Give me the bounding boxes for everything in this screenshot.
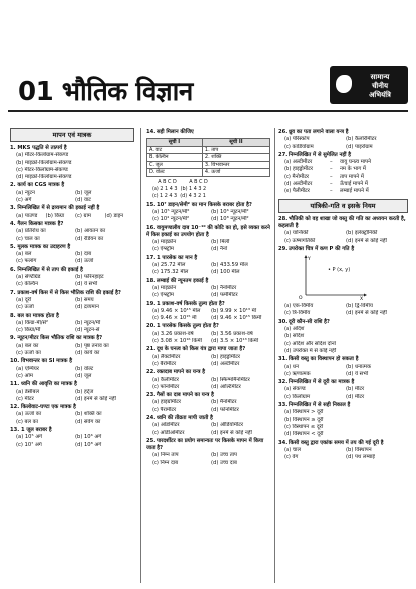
- answer-option: (a) न्यूटन: [16, 189, 35, 196]
- answer-option: (b) फॉरेनहाइट: [75, 274, 104, 281]
- answer-option: (c) ओम: [16, 372, 33, 379]
- answer-option: (b) 9.99 × 10¹³ मी: [211, 307, 257, 314]
- question-text: 16. वायुमण्डलीय दाब 10⁻¹⁰ की कोटि का हो, इसे व्यक्त करने में किस इकाई का उपयोग होता है: [146, 224, 270, 238]
- match-row: [284, 174, 408, 181]
- answer-option: (d) इनमें से कोई नहीं: [346, 237, 387, 244]
- answer-option: (a) ओडोमीटर: [152, 422, 180, 429]
- answer-option: (b) ऑडियोमीटर: [211, 422, 243, 429]
- answer-option: (d) जूल: [75, 372, 92, 379]
- answer-option: (c) ऐंग्स्ट्रॉम: [152, 292, 174, 299]
- answer-option: (b) वोल्ट: [75, 365, 94, 372]
- table-row: [147, 146, 270, 154]
- question-text: 34. किसी वस्तु द्वारा एकांक समय में तय की गई दूरी है: [278, 439, 384, 446]
- answer-option: (b) शक्ति का: [75, 411, 102, 418]
- match-list: [278, 159, 408, 195]
- answer-option: (a) 3.26 प्रकाश-वर्ष: [152, 330, 194, 337]
- answer-option: (a) 10⁵ अर्ग: [16, 434, 43, 441]
- option-list: [10, 389, 134, 404]
- question-item: [278, 440, 408, 462]
- head-silhouette-icon: [336, 75, 352, 93]
- svg-text:Y: Y: [308, 257, 311, 263]
- question-item: [10, 427, 134, 449]
- svg-text:X: X: [360, 297, 364, 302]
- question-item: [278, 402, 408, 438]
- question-text: 8. बल का मात्रक होता है: [10, 312, 59, 319]
- answer-option: (b) माइक्रो-किलोग्राम-सेकण्ड: [16, 159, 72, 166]
- svg-text:O: O: [299, 296, 303, 302]
- question-item: [278, 303, 408, 318]
- answer-option: (c) ऊर्जा का: [16, 350, 41, 357]
- answer-option: (b) सदिश: [284, 333, 305, 340]
- answer-option: (a) प्रतिरोध का: [16, 228, 46, 235]
- table-row: [147, 154, 270, 162]
- question-item: [146, 369, 270, 391]
- answer-option: (a) यान्त्रिकी: [284, 230, 309, 237]
- option-list: [10, 411, 134, 426]
- answer-option: (c) 10⁷ अर्ग: [16, 441, 42, 448]
- question-text: 25. पारदर्शीटर का प्रयोग समान्यतः पर किसके मापन में किया जाता है?: [146, 437, 264, 452]
- question-text: 7. प्रकाश-वर्ष किस में से किस भौतिक राशि की इकाई है?: [10, 289, 121, 296]
- question-item: [146, 225, 270, 254]
- question-text: 22. रक्तदाब मापने का यन्त्र है: [146, 369, 206, 376]
- match-left: (d) अल्टीमीटर: [284, 181, 313, 188]
- match-left: (a) अल्टीमीटर: [284, 159, 313, 166]
- question-item: [146, 323, 270, 345]
- question-text: 33. निम्नलिखित में से सही निकाल है: [278, 402, 351, 409]
- option-list: [146, 422, 270, 437]
- option-list: [146, 239, 270, 254]
- answer-option: (a) लैक्टोमीटर: [152, 353, 181, 360]
- question-item: [146, 202, 270, 224]
- question-item: [10, 381, 134, 403]
- answer-option: (a) सेकण्ड: [284, 386, 306, 393]
- answer-option: (d) फोनोमीटर: [211, 406, 239, 413]
- answer-option: (a) ऊर्जा का: [16, 411, 42, 418]
- answer-option: (b) स्फिग्मोमैनोमीटर: [211, 376, 250, 383]
- answer-option: (a) 10⁵ न्यूटन/मी²: [152, 208, 190, 215]
- match-left: (b) हाइड्रोमीटर: [284, 166, 313, 173]
- answer-option: (c) बल का: [16, 418, 39, 425]
- question-item: [278, 379, 408, 401]
- question-item: [146, 392, 270, 414]
- question-text: 2. कार्य का CGS मात्रक है: [10, 182, 65, 189]
- answer-option: (c) फलांग: [16, 258, 37, 265]
- answer-option: (d) नैनो: [211, 246, 228, 253]
- answer-option: (b) उच्च ताप: [211, 452, 237, 459]
- answer-option: (a) 9.46 × 10¹⁵ मील: [152, 307, 201, 314]
- option-list: [10, 320, 134, 335]
- table-row: [147, 161, 270, 169]
- answer-option: (d) आल्टिमीटर: [211, 383, 241, 390]
- answer-option: (d) 10⁸ न्यूटन/मी²: [211, 216, 249, 223]
- question-item: [278, 319, 408, 355]
- answer-option: (a) एक-विमीय: [284, 303, 314, 310]
- answer-option: (d) पाइरोग्राम: [346, 143, 373, 150]
- answer-option: (b) विस्थापन: [346, 446, 372, 453]
- answer-option: (c) अर्ग: [16, 197, 32, 204]
- option-list: [278, 230, 408, 245]
- question-item: [10, 313, 134, 335]
- question-text: 21. दूध के घनत्व को किस यंत्र द्वारा मापा जाता है?: [146, 346, 246, 353]
- question-item: [146, 255, 270, 277]
- option-list: [146, 308, 270, 323]
- answer-option: (c) किग्रा/मी: [16, 327, 41, 334]
- answer-option: (b) 10⁶ न्यूटन/मी²: [211, 208, 249, 215]
- table-cell: C. जूल: [147, 161, 203, 169]
- answer-option: (c) विस्थापन ≤ दूरी: [284, 423, 324, 430]
- table-cell: D. वोल्ट: [147, 169, 203, 177]
- column-3: [278, 128, 408, 583]
- answer-option: (b) न्यूटन/मी: [75, 319, 101, 326]
- answer-option: (b) कैलोरीमीटर: [346, 136, 377, 143]
- option-list: [278, 409, 408, 438]
- question-text: 5. मूलक मात्रक का उदाहरण है: [10, 243, 71, 250]
- question-item: [146, 346, 270, 368]
- section-heading: मापन एवं मात्रक: [10, 128, 134, 142]
- column-1: [10, 128, 134, 583]
- question-text: 10. विभवान्तर का SI मात्रक है: [10, 358, 73, 365]
- question-text: 17. 1 पारसेक का मान है: [146, 254, 198, 261]
- question-item: [10, 205, 134, 220]
- option-list: [10, 228, 134, 243]
- code-line: (c) 1 2 4 3 (d) 4 3 2 1: [152, 193, 206, 200]
- answer-option: (c) 175.32 मील: [152, 269, 189, 276]
- answer-option: (a) सेण्टीग्रेड: [16, 274, 41, 281]
- answer-option: (c) ऊष्मागतिकी: [284, 237, 316, 244]
- option-list: [278, 447, 408, 462]
- question-item: [10, 182, 134, 204]
- code-line: (a) 2 1 4 3 (b) 1 4 3 2: [152, 186, 207, 193]
- answer-option: (d) इनमें से कोई नहीं: [346, 310, 387, 317]
- option-list: [278, 326, 408, 355]
- answer-option: (d) ये सभी: [75, 281, 98, 288]
- answer-option: (c) त्रि-विमीय: [284, 310, 311, 317]
- option-list: [10, 297, 134, 312]
- option-list: [146, 354, 270, 369]
- answer-option: (c) ग्राम: [75, 212, 91, 219]
- answer-option: (c) 3.08 × 10¹⁶ किमी: [152, 338, 202, 345]
- answer-option: (d) उपरोक्त में से कोई नहीं: [284, 347, 337, 354]
- answer-option: (a) निम्न ताप: [152, 452, 179, 459]
- question-item: [10, 244, 134, 266]
- match-right: लम्बाई मापने में: [340, 188, 369, 195]
- answer-codes: [146, 179, 270, 201]
- table-header: सूची II: [202, 139, 269, 147]
- option-list: [146, 262, 270, 277]
- answer-option: (b) आयतन का: [75, 228, 106, 235]
- option-list: [278, 364, 408, 379]
- chapter-title: 01 भौतिक विज्ञान: [18, 77, 193, 107]
- answer-option: (c) मीटर-किलोग्राम-सेकण्ड: [16, 166, 68, 173]
- question-text: 23. गैसों का दाब मापने का यन्त्र है: [146, 392, 214, 399]
- question-item: [146, 278, 270, 300]
- question-text: 14. सही मिलान कीजिए: [146, 129, 194, 135]
- answer-option: (b) समय: [75, 296, 94, 303]
- chapter-header: [0, 60, 416, 118]
- match-right: ऊँचाई मापने में: [340, 181, 368, 188]
- answer-option: (c) ओडीओमीटर: [152, 429, 185, 436]
- option-list: [10, 152, 134, 181]
- table-header: सूची I: [147, 139, 203, 147]
- option-list: [10, 213, 134, 220]
- question-item: [146, 438, 270, 467]
- option-list: [146, 331, 270, 346]
- question-text: 4. गैलन किसका मात्रक है?: [10, 220, 64, 227]
- answer-option: (b) धनात्मक: [346, 363, 371, 370]
- column-divider: [140, 128, 141, 583]
- answer-option: (d) डाइन: [104, 212, 124, 219]
- match-right: वायु घनत्व मापने: [340, 159, 372, 166]
- answer-option: (c) फोनोमीटर: [152, 383, 180, 390]
- axes-diagram: [298, 255, 368, 301]
- match-dash: –: [330, 181, 333, 188]
- answer-option: (b) पृष्ठ तनाव का: [75, 342, 109, 349]
- answer-option: (a) दूरी: [16, 296, 32, 303]
- match-row: [284, 166, 408, 173]
- answer-option: (b) मीटर: [346, 386, 365, 393]
- answer-option: (a) एम्पियर: [16, 365, 39, 372]
- question-text: 32. निम्नलिखित में से दूरी का मात्रक है: [278, 379, 355, 386]
- option-list: [146, 452, 270, 467]
- answer-option: (d) उच्च दाब: [211, 459, 237, 466]
- option-list: [146, 377, 270, 392]
- answer-option: (b) द्वि-विमीय: [346, 303, 373, 310]
- section-heading: यांत्रिकी-गति व इसके नियम: [278, 199, 408, 213]
- answer-option: (d) फर्मीमीटर: [211, 292, 238, 299]
- answer-option: (a) हाइग्रोमीटर: [152, 399, 181, 406]
- match-left: (e) पैलीमीटर: [284, 188, 310, 195]
- answer-option: (c) केल्विन: [16, 281, 38, 288]
- match-right: नम के भाग में: [340, 166, 366, 173]
- answer-option: (a) डेसीबल: [16, 388, 39, 395]
- question-item: [10, 290, 134, 312]
- answer-option: (d) माइक्रो-किलोग्राम-सेकण्ड: [16, 174, 72, 181]
- question-text: 28. भौतिकी को वह शाखा जो वस्तु की गति का अध्ययन करती है, कहलाती है: [278, 215, 406, 229]
- option-list: [10, 251, 134, 266]
- question-text: 31. किसी वस्तु का विस्थापन हो सकता है: [278, 356, 359, 363]
- question-text: 27. निम्नलिखित में से सुमेलित नहीं है: [278, 151, 352, 158]
- point-label: • P (x, y): [328, 267, 351, 274]
- option-list: [278, 386, 408, 401]
- answer-option: (a) माइक्रोन: [152, 284, 177, 291]
- question-text: 20. 1 पारसेक किसके तुल्य होता है?: [146, 323, 219, 330]
- answer-option: (d) ऊर्जा: [75, 258, 94, 265]
- answer-option: (c) निम्न दाब: [152, 459, 179, 466]
- answer-option: (d) अल्टीमीटर: [211, 360, 240, 367]
- answer-option: (a) बल: [16, 251, 32, 258]
- answer-option: (c) किलोग्राम: [284, 393, 311, 400]
- option-list: [146, 209, 270, 224]
- answer-option: (d) रेडियन का: [75, 235, 104, 242]
- answer-option: (c) पैरामीटर: [152, 406, 177, 413]
- answer-option: (b) 10⁶ अर्ग: [75, 434, 102, 441]
- answer-option: (c) 10⁴ न्यूटन/मी²: [152, 216, 190, 223]
- answer-option: (c) बैरोमीटर: [152, 360, 177, 367]
- question-text: 12. किलोवाट-घण्टा एक मात्रक है: [10, 404, 76, 411]
- question-item: [10, 404, 134, 426]
- answer-option: (a) पेरिस्कोप: [284, 136, 310, 143]
- table-cell: 4. ऊर्जा: [202, 169, 269, 177]
- question-item: [10, 221, 134, 243]
- answer-option: (c) अदिश और सदिश दोनों: [284, 340, 336, 347]
- badge-text: सामान्य चीनीय अभियंत्रि: [369, 73, 391, 99]
- question-item: [10, 145, 134, 181]
- match-dash: –: [330, 188, 333, 195]
- publisher-badge: [330, 66, 408, 104]
- question-item: [278, 356, 408, 378]
- option-list: [10, 366, 134, 381]
- answer-option: (a) विस्थापन > दूरी: [284, 409, 324, 416]
- answer-option: (d) कार्य का: [75, 350, 100, 357]
- answer-option: (c) ऐंग्स्ट्रॉम: [152, 246, 174, 253]
- axes-svg: [298, 255, 368, 301]
- answer-option: (a) चाल: [284, 446, 302, 453]
- table-cell: 2. शक्ति: [202, 154, 269, 162]
- option-list: [146, 285, 270, 300]
- question-text: 19. 1 प्रकाश-वर्ष किसके तुल्य होता है?: [146, 300, 225, 307]
- match-left: (c) मैनोमीटर: [284, 173, 310, 180]
- answer-option: (d) द्रव्यमान: [75, 304, 99, 311]
- answer-option: (d) वाट: [75, 197, 91, 204]
- answer-option: (d) विस्थापन < दूरी: [284, 431, 324, 438]
- option-list: [10, 190, 134, 205]
- answer-option: (a) माइक्रॉन: [152, 239, 177, 246]
- match-dash: –: [330, 166, 333, 173]
- answer-option: (d) इनमें से कोई नहीं: [75, 395, 116, 402]
- match-right: ताप मापने में: [340, 173, 364, 180]
- question-text: 9. न्यूटन/मीटर किस भौतिक राशि का मात्रक है?: [10, 335, 103, 342]
- answer-option: (b) हर्ट्ज: [75, 388, 94, 395]
- question-text: 30. दूरी कौन-सी राशि है?: [278, 318, 330, 325]
- answer-option: (d) 3.5 × 10¹³ किमी: [211, 338, 259, 345]
- option-list: [10, 274, 134, 289]
- answer-option: (d) संवेग का: [75, 418, 101, 425]
- table-cell: 3. विभवान्तर: [202, 161, 269, 169]
- question-text: 13. 1 जूल बराबर है: [10, 426, 52, 433]
- answer-option: (a) किग्रा-मी/से²: [16, 319, 49, 326]
- answer-option: (a) अदिश: [284, 326, 305, 333]
- answer-option: (a) मीटर-किलोग्राम-सेकण्ड: [16, 152, 69, 159]
- answer-option: (d) पथ लम्बाई: [346, 454, 375, 461]
- answer-option: (c) ऋणात्मक: [284, 370, 311, 377]
- column-2: [146, 128, 270, 583]
- table-cell: A. वाट: [147, 146, 203, 154]
- question-item: [146, 301, 270, 323]
- question-text: 18. लम्बाई की न्यूनतम इकाई है: [146, 277, 209, 284]
- question-text: 1. MKS पद्धति से तात्पर्य है: [10, 145, 67, 151]
- answer-option: (a) धन: [284, 363, 299, 370]
- answer-option: (d) 100 मील: [211, 269, 240, 276]
- table-row: [147, 169, 270, 177]
- column-divider: [274, 128, 275, 583]
- header-rule: [8, 110, 408, 112]
- question-item: [278, 216, 408, 245]
- question-text: 11. ध्वनि की आवृत्ति का मात्रक है: [10, 381, 77, 388]
- answer-option: (c) ऊर्जा: [16, 304, 34, 311]
- question-item: [146, 415, 270, 437]
- match-dash: –: [330, 173, 333, 180]
- answer-option: (c) कार्डियोग्राम: [284, 143, 314, 150]
- question-text: 6. निम्नलिखित में से ताप की इकाई है: [10, 266, 83, 273]
- question-text: 24. ध्वनि की तीव्रता मापी जाती है: [146, 415, 213, 421]
- option-list: [278, 303, 408, 318]
- answer-option: (d) ये सभी: [346, 370, 369, 377]
- answer-option: (c) चाल का: [16, 235, 40, 242]
- answer-option: (a) पाउण्ड: [16, 212, 38, 219]
- answer-option: (b) हाइड्रोमीटर: [211, 353, 240, 360]
- question-text: 15. 10⁷ डाइन/सेमी² का मान किसके बराबर होता है?: [146, 201, 252, 208]
- match-dash: –: [330, 159, 333, 166]
- match-table: [146, 138, 270, 177]
- answer-option: (b) विस्थापन ≥ दूरी: [284, 416, 324, 423]
- answer-option: (d) 9.46 × 10¹⁵ किमी: [211, 315, 262, 322]
- answer-option: (b) इलेक्ट्रॉनिकी: [346, 230, 378, 237]
- option-list: [10, 343, 134, 358]
- answer-option: (b) मिली: [211, 239, 230, 246]
- question-text: 29. उपरोक्त चित्र में कण P की गति है: [278, 245, 355, 252]
- answer-option: (b) दाब: [75, 251, 92, 258]
- answer-option: (a) बल का: [16, 342, 39, 349]
- code-line: A B C D A B C D: [152, 178, 208, 185]
- option-list: [10, 434, 134, 449]
- table-cell: B. केल्विन: [147, 154, 203, 162]
- table-cell: 1. ताप: [202, 146, 269, 154]
- answer-option: (d) इनमें से कोई नहीं: [211, 429, 252, 436]
- answer-option: (c) वेग: [284, 454, 299, 461]
- answer-option: (b) जूल: [75, 189, 92, 196]
- question-text: 26. ध्रुव का पता लगाने वाला यन्त्र है: [278, 129, 349, 135]
- answer-option: (b) नैनोमीटर: [211, 284, 237, 291]
- answer-option: (b) 3.56 प्रकाश-वर्ष: [211, 330, 253, 337]
- option-list: [278, 136, 408, 151]
- answer-option: (b) 433.59 मील: [211, 262, 248, 269]
- question-item: [10, 335, 134, 357]
- option-list: [146, 399, 270, 414]
- answer-option: (c) 9.46 × 10¹⁵ मी: [152, 315, 197, 322]
- answer-option: (b) मैनोमीटर: [211, 399, 237, 406]
- question-item: [10, 358, 134, 380]
- answer-option: (d) 10⁸ अर्ग: [75, 441, 102, 448]
- match-row: [284, 188, 408, 195]
- answer-option: (d) न्यूटन-से: [75, 327, 100, 334]
- answer-option: (a) कैलीमीटर: [152, 376, 179, 383]
- question-item: [10, 267, 134, 289]
- answer-option: (b) किग्रा: [45, 212, 65, 219]
- answer-option: (d) मीटर: [346, 393, 365, 400]
- question-item: [278, 129, 408, 151]
- question-text: 3. निम्नलिखित में से द्रव्यमान की इकाई नहीं है: [10, 205, 100, 212]
- answer-option: (c) मीटर: [16, 395, 34, 402]
- answer-option: (a) 25.72 मील: [152, 262, 186, 269]
